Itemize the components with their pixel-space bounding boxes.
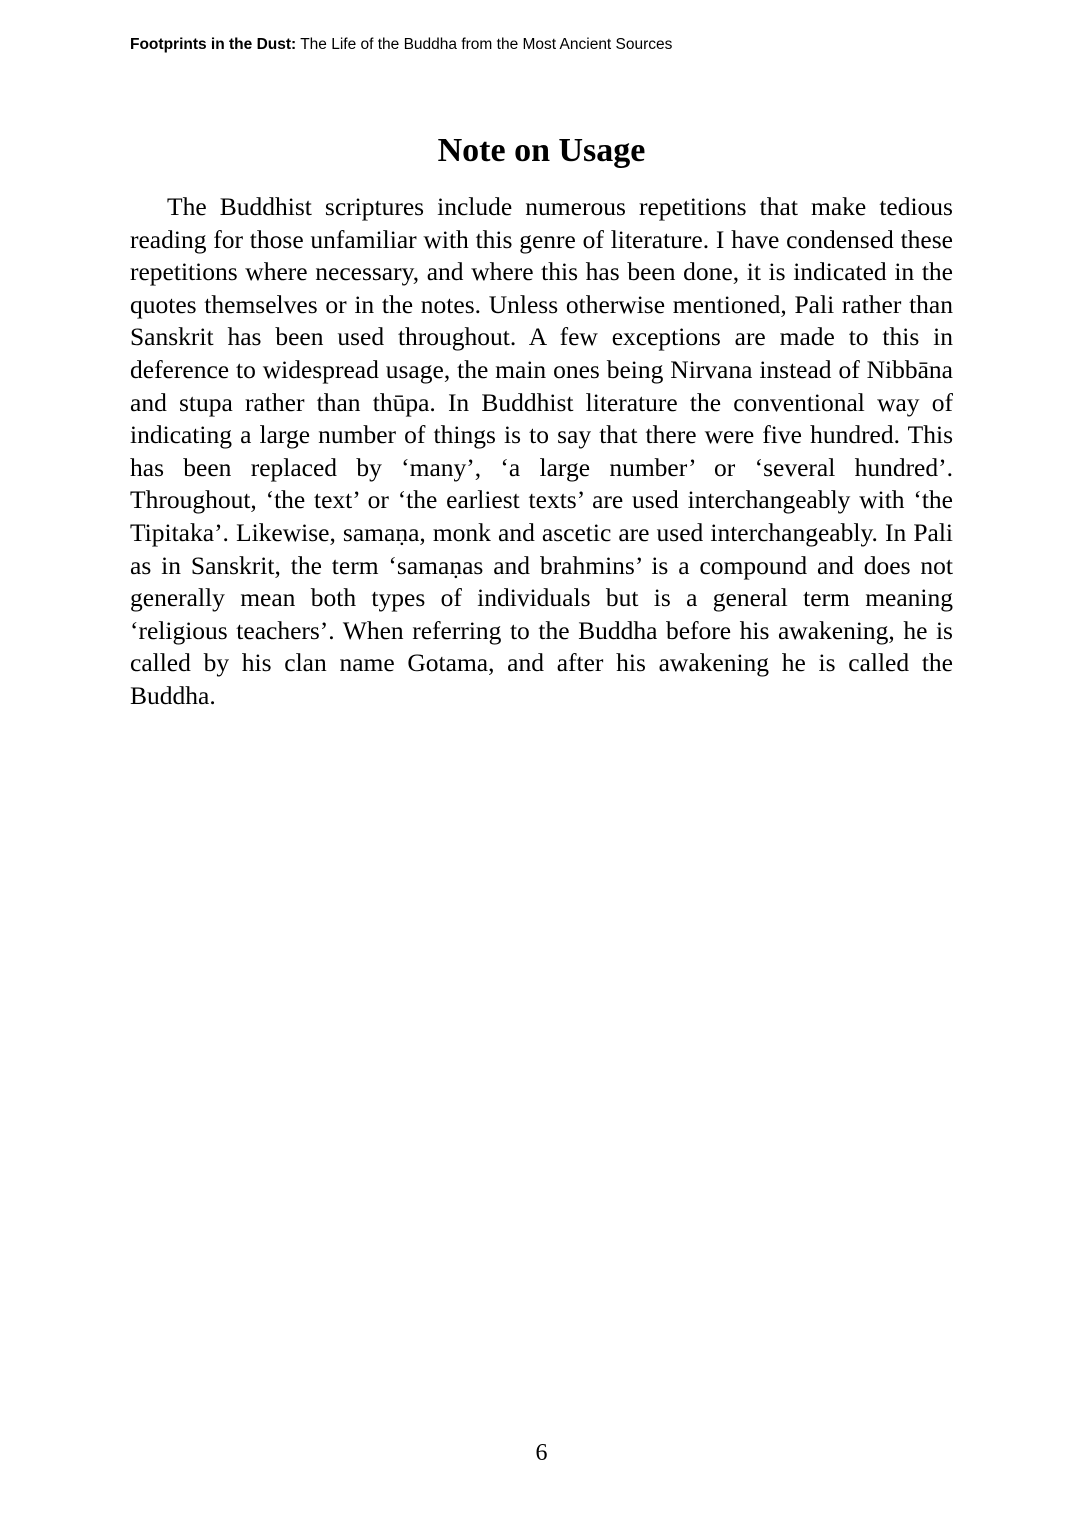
section-title: Note on Usage — [437, 132, 646, 169]
page-number: 6 — [535, 1440, 548, 1466]
running-header — [130, 35, 672, 55]
body-paragraph: The Buddhist scriptures include numerous repetitions that make tedious reading for those unfamiliar with this genre of literature. I have condensed these repetitions where necessary, and where this has been done, it is indicated in the quotes themselves or in the notes. Unless otherwise mentioned, Pali rather than Sanskrit has been used throughout. A few exceptions are made to this in deference to widespread usage, the main ones being Nirvana instead of Nibbāna and stupa rather than thūpa. In Buddhist literature the conventional way of indicating a large number of things is to say that there were five hundred. This has been replaced by ‘many’, ‘a large number’ or ‘several hundred’. Throughout, ‘the text’ or ‘the earliest texts’ are used interchangeably with ‘the Tipitaka’. Likewise, samaṇa, monk and ascetic are used interchangeably. In Pali as in Sanskrit, the term ‘samaṇas and brahmins’ is a compound and does not generally mean both types of individuals but is a general term meaning ‘religious teachers’. When referring to the Buddha before his awakening, he is called by his clan name Gotama, and after his awakening he is called the Buddha. — [130, 192, 953, 710]
book-subtitle: The Life of the Buddha from the Most Ancient Sources — [296, 36, 673, 53]
book-title: Footprints in the Dust: — [130, 36, 297, 53]
